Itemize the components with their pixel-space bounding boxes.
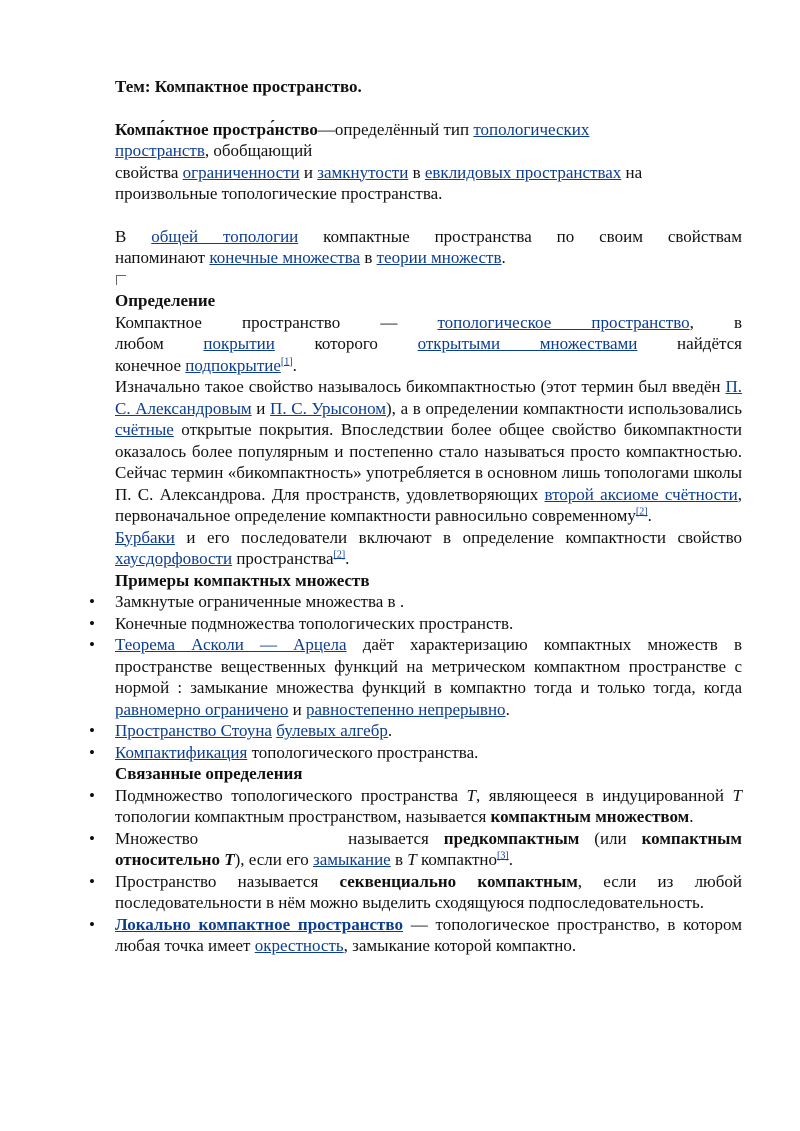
term-bold: Компа́ктное простра́нство: [115, 119, 318, 139]
link-finite-sets[interactable]: конечные множества: [209, 248, 361, 267]
list-item: • Компактификация топологического пространства.: [89, 742, 479, 762]
general-topology-paragraph: В общей топологии компактные пространства по своим свойствам: [115, 226, 742, 246]
ref-1[interactable]: [1]: [280, 355, 293, 367]
link-cover[interactable]: покрытии: [203, 334, 275, 353]
list-item: • Локально компактное пространство — топологическое пространство, в котором любая точка имеет окрестность, замыкание которой компактно.: [89, 914, 742, 955]
link-second-axiom[interactable]: второй аксиоме счётности: [544, 484, 738, 504]
related-list: [89, 785, 742, 957]
intro-paragraph: Компа́ктное простра́нство—определённый тип топологических пространств, обобщающий свойства ограниченности и замкнутости в евклидовых пространствах на произвольные топологические пространства.: [115, 119, 643, 203]
link-bourbaki[interactable]: Бурбаки: [115, 527, 175, 547]
list-item: • Конечные подмножества топологических пространств.: [89, 613, 514, 633]
link-neighbourhood[interactable]: окрестность: [254, 936, 344, 955]
ref-2[interactable]: [2]: [635, 506, 648, 518]
link-equicontinuous[interactable]: равностепенно непрерывно: [306, 699, 506, 719]
ref-2b[interactable]: [2]: [333, 549, 346, 561]
list-item: • Пространство называется секвенциально компактным, если из любой последовательности в нём можно выделить сходящуюся подпоследовательность.: [89, 871, 742, 912]
link-general-topology[interactable]: общей топологии: [151, 226, 299, 246]
link-set-theory[interactable]: теории множеств: [376, 248, 502, 267]
link-countable[interactable]: счётные: [115, 420, 174, 439]
link-arzela-ascoli[interactable]: Теорема Асколи — Арцела: [115, 635, 347, 654]
link-hausdorff[interactable]: хаусдорфовости: [115, 549, 233, 568]
link-boolean-algebras[interactable]: булевых алгебр: [276, 721, 388, 740]
list-item: • Теорема Асколи — Арцела даёт характеризацию компактных множеств в пространстве вещественных функций на метрическом компактном пространстве с нормой : замыкание множества функций в компактно тогда и только тогда, когда равномерно ограничено и равностепенно непрерывно.: [89, 635, 742, 719]
related-heading: Связанные определения: [115, 764, 303, 783]
page-title: Тем: Компактное пространство.: [115, 77, 362, 96]
link-boundedness[interactable]: ограниченности: [182, 162, 300, 182]
link-uniformly-bounded[interactable]: равномерно ограничено: [115, 699, 289, 719]
list-item: • Замкнутые ограниченные множества в .: [89, 592, 405, 611]
link-topological-spaces-2[interactable]: пространств: [115, 141, 205, 160]
link-topological-spaces[interactable]: топологических: [473, 119, 590, 139]
link-urysohn[interactable]: П. С. Урысоном: [270, 398, 387, 418]
examples-list: [89, 591, 742, 763]
ref-3[interactable]: [3]: [497, 850, 509, 862]
link-closure[interactable]: замыкание: [312, 850, 391, 869]
list-item: • Подмножество топологического пространства T, являющееся в индуцированной T топологии компактным пространством, называется компактным множеством.: [89, 785, 742, 826]
broken-image-icon: [116, 275, 126, 285]
link-closedness[interactable]: замкнутости: [317, 162, 409, 182]
link-stone-space[interactable]: Пространство Стоуна: [115, 721, 272, 740]
examples-heading: Примеры компактных множеств: [115, 570, 370, 590]
link-topological-space[interactable]: топологическое пространство: [437, 312, 690, 332]
link-locally-compact[interactable]: Локально компактное пространство: [115, 914, 403, 934]
link-subcover[interactable]: подпокрытие: [185, 355, 281, 375]
link-compactification[interactable]: Компактификация: [115, 742, 248, 762]
link-open-sets[interactable]: открытыми множествами: [417, 334, 638, 353]
document-body: Тем: Компактное пространство. Компа́ктное простра́нство—определённый тип топологических пространств, обобщающий свойства ограниченности и замкнутости в евклидовых пространствах на произвольные топологические пространства. В общей топологии компактные пространства по своим свойствам напоминают конечные множества в теории множеств. Определение Компактное пространство — топологическое пространство, в любом покрытии которого открытыми множествами найдётся конечное подпокрытие[1]. Изначально такое свойство называлось бикомпактностью (этот термин был введён П. С. Александровым и П. С. Урысоном), а в определении компактности использовались счётные открытые покрытия. Впоследствии более общее свойство бикомпактности оказалось более популярным и постепенно стало называться просто компактностью. Сейчас термин «бикомпактность» употребляется в основном лишь топологами школы П. С. Александрова. Для пространств, удовлетворяющих второй аксиоме счётности, первоначальное определение компактности равносильно современному[2]. Бурбаки и его последователи включают в определение компактности свойство хаусдорфовости пространства[2]. Примеры компактных множеств • Замкнутые ограниченные множества в . • Конечные подмножества топологических пространств. • Теорема Асколи — Арцела даёт характеризацию компактных множеств в пространстве вещественных функций на метрическом компактном пространстве с нормой : замыкание множества функций в компактно тогда и только тогда, когда равномерно ограничено и равностепенно непрерывно. • Пространство Стоуна булевых алгебр. • Компактификация топологического пространства. Связанные определения • Подмножество топологического пространства T, являющееся в индуцированной T топологии компактным пространством, называется компактным множеством. • Множество называется предкомпактным (или компактным относительно T), если его замыкание в T компактно[3]. • Пространство называется секвенциально компактным, если из любой последовательности в нём можно выделить сходящуюся подпоследовательность. • Локально компактное пространство — топологическое пространство, в котором любая точка имеет окрестность, замыкание которой компактно.: [89, 77, 743, 955]
link-alexandrov[interactable]: П. С. Александровым: [115, 377, 742, 418]
list-item: • Множество называется предкомпактным (или компактным относительно T), если его замыкание в T компактно[3].: [89, 828, 742, 869]
list-item: • Пространство Стоуна булевых алгебр.: [89, 721, 393, 740]
bourbaki-paragraph: Бурбаки и его последователи включают в определение компактности свойство хаусдорфовости пространства[2].: [115, 527, 742, 568]
history-paragraph: Изначально такое свойство называлось бикомпактностью (этот термин был введён П. С. Александровым и П. С. Урысоном), а в определении компактности использовались счётные открытые покрытия. Впоследствии более общее свойство бикомпактности оказалось более популярным и постепенно стало называться просто компактностью. Сейчас термин «бикомпактность» употребляется в основном лишь топологами школы П. С. Александрова. Для пространств, удовлетворяющих второй аксиоме счётности, первоначальное определение компактности равносильно современному[2].: [115, 377, 743, 525]
definition-heading: Определение: [115, 291, 216, 310]
link-euclidean-spaces[interactable]: евклидовых пространствах: [424, 162, 622, 182]
